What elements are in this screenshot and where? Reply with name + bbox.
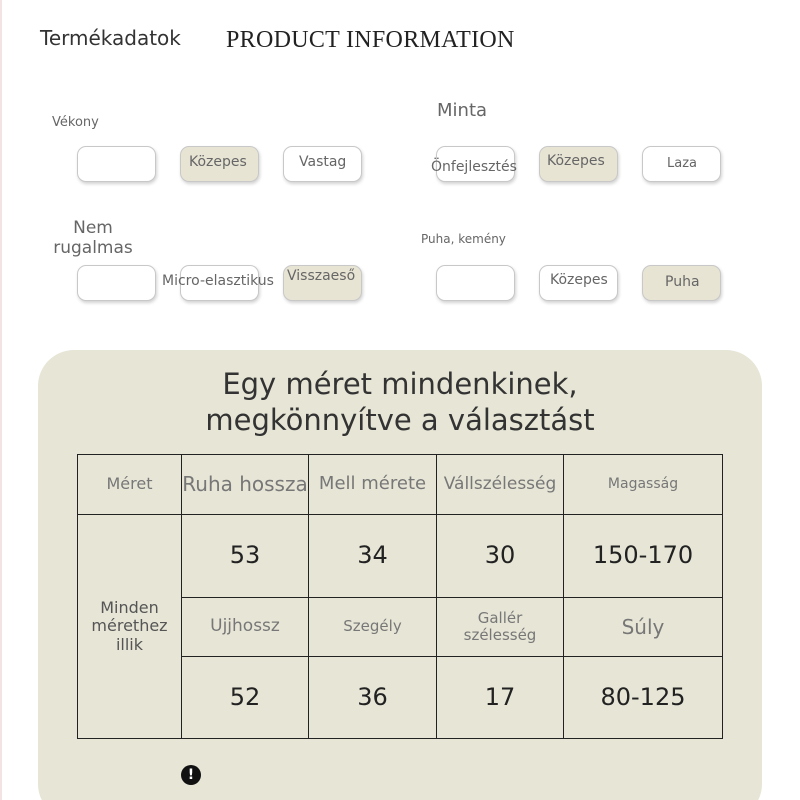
elasticity-option-micro-label: Micro-elasztikus	[162, 273, 274, 289]
elasticity-option-rebound-label: Visszaeső	[287, 268, 356, 284]
page-title-en: PRODUCT INFORMATION	[226, 27, 515, 53]
softness-label: Puha, kemény	[421, 232, 506, 246]
header-chest-size: Mell mérete	[309, 455, 437, 515]
pattern-option-medium-label: Közepes	[547, 153, 605, 169]
value-sleeve-length: 52	[182, 657, 309, 739]
page-title-hu: Termékadatok	[40, 26, 181, 50]
elasticity-label: Nem rugalmas	[53, 218, 133, 259]
softness-option-soft-label: Puha	[665, 274, 700, 290]
exclamation-circle-icon: !	[181, 765, 201, 785]
value-shoulder-width: 30	[437, 515, 564, 598]
value-hem: 36	[309, 657, 437, 739]
thickness-option-medium-label: Közepes	[189, 154, 247, 170]
thickness-option-thin[interactable]	[77, 146, 156, 182]
pattern-label: Minta	[437, 100, 488, 121]
size-headline-line2: megkönnyítve a választást	[205, 403, 595, 437]
size-headline-line1: Egy méret mindenkinek,	[222, 367, 578, 401]
softness-option-hard[interactable]	[436, 265, 515, 301]
header-garment-length: Ruha hossza	[182, 455, 309, 515]
value-chest-size: 34	[309, 515, 437, 598]
size-table	[77, 454, 723, 739]
thickness-label: Vékony	[52, 115, 99, 130]
value-collar-width: 17	[437, 657, 564, 739]
size-value-cell: Minden mérethez illik	[78, 515, 182, 739]
header-shoulder-width: Vállszélesség	[437, 455, 564, 515]
header-sleeve-length: Ujjhossz	[182, 598, 309, 657]
header-hem: Szegély	[309, 598, 437, 657]
header-weight: Súly	[564, 598, 723, 657]
thickness-option-thick-label: Vastag	[299, 154, 347, 170]
header-collar-width: Gallér szélesség	[437, 598, 564, 657]
pattern-option-loose-label: Laza	[667, 156, 697, 171]
value-garment-length: 53	[182, 515, 309, 598]
softness-option-medium-label: Közepes	[550, 272, 608, 288]
value-weight: 80-125	[564, 657, 723, 739]
size-header-cell: Méret	[78, 455, 182, 515]
pattern-option-selfdev-label: Önfejlesztés	[431, 159, 517, 175]
elasticity-option-none[interactable]	[77, 265, 156, 301]
page-left-edge	[0, 0, 2, 800]
value-height: 150-170	[564, 515, 723, 598]
header-height: Magasság	[564, 455, 723, 515]
